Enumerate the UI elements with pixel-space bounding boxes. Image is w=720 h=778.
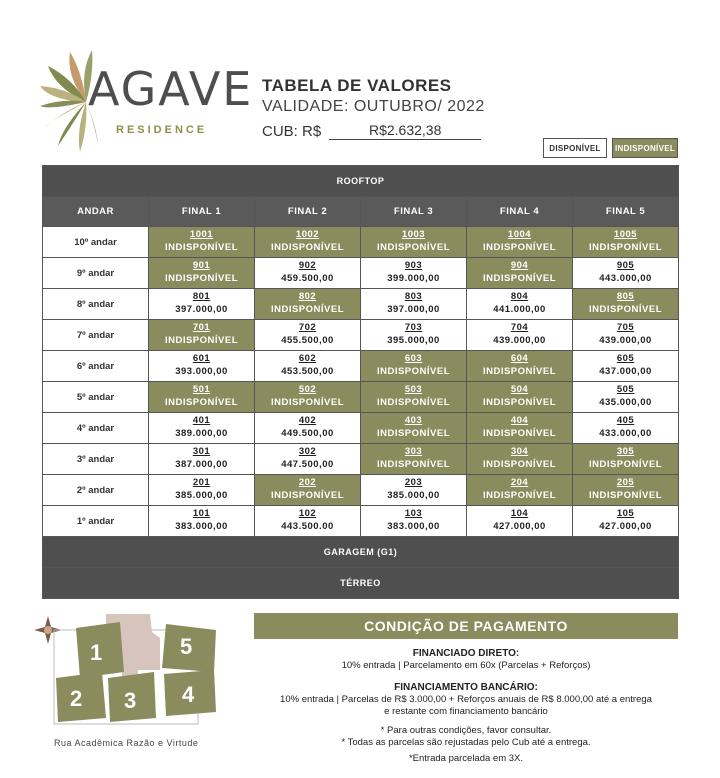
table-row <box>43 289 679 320</box>
cub-line <box>262 122 481 140</box>
unit-price: 439.000,00 <box>599 335 652 346</box>
col-header-final-5: FINAL 5 <box>573 197 679 227</box>
unit-price: 427.000,00 <box>599 521 652 532</box>
unit-cell <box>149 382 255 413</box>
unit-number: 602 <box>298 353 317 365</box>
unit-number: 203 <box>404 477 423 489</box>
unit-price: 399.000,00 <box>387 273 440 284</box>
unit-cell <box>149 320 255 351</box>
unit-cell <box>361 506 467 537</box>
unit-status: INDISPONÍVEL <box>164 242 239 253</box>
unit-number: 301 <box>192 446 211 458</box>
unit-price: 427.000,00 <box>493 521 546 532</box>
unit-number: 305 <box>616 446 635 458</box>
unit-number: 802 <box>298 291 317 303</box>
table-row <box>43 351 679 382</box>
cub-value: R$2.632,38 <box>329 122 481 140</box>
unit-price: 385.000,00 <box>175 490 228 501</box>
unit-price: 397.000,00 <box>175 304 228 315</box>
unit-number: 102 <box>298 508 317 520</box>
ground-row: TÉRREO <box>43 568 679 599</box>
unit-price: 435.000,00 <box>599 397 652 408</box>
unit-status: INDISPONÍVEL <box>164 335 239 346</box>
unit-number: 105 <box>616 508 635 520</box>
block-label-3: 3 <box>124 688 137 713</box>
site-map <box>20 608 240 758</box>
unit-cell <box>573 382 679 413</box>
unit-status: INDISPONÍVEL <box>164 273 239 284</box>
unit-number: 804 <box>510 291 529 303</box>
note-other-conditions: * Para outras condições, favor consultar. <box>380 725 552 736</box>
unit-price: 393.000,00 <box>175 366 228 377</box>
unit-cell <box>573 227 679 258</box>
unit-number: 202 <box>298 477 317 489</box>
unit-status: INDISPONÍVEL <box>482 273 557 284</box>
unit-price: 395.000,00 <box>387 335 440 346</box>
unit-cell <box>467 475 573 506</box>
unit-cell <box>573 289 679 320</box>
unit-cell <box>361 382 467 413</box>
unit-number: 1004 <box>507 229 532 241</box>
unit-status: INDISPONÍVEL <box>482 366 557 377</box>
unit-price: 385.000,00 <box>387 490 440 501</box>
agave-logo <box>40 44 254 164</box>
table-row <box>43 413 679 444</box>
unit-number: 304 <box>510 446 529 458</box>
unit-number: 101 <box>192 508 211 520</box>
unit-status: INDISPONÍVEL <box>270 304 345 315</box>
unit-number: 503 <box>404 384 423 396</box>
unit-cell <box>573 258 679 289</box>
unit-cell <box>573 506 679 537</box>
legend-available: DISPONÍVEL <box>543 138 607 158</box>
block-label-2: 2 <box>70 686 83 711</box>
unit-price: 443.000,00 <box>599 273 652 284</box>
block-label-1: 1 <box>90 640 103 665</box>
unit-number: 704 <box>510 322 529 334</box>
table-row <box>43 444 679 475</box>
unit-price: 389.000,00 <box>175 428 228 439</box>
unit-number: 604 <box>510 353 529 365</box>
unit-cell <box>255 351 361 382</box>
table-row <box>43 506 679 537</box>
unit-cell <box>149 413 255 444</box>
unit-status: INDISPONÍVEL <box>588 459 663 470</box>
floor-label: 8º andar <box>43 289 149 320</box>
unit-status: INDISPONÍVEL <box>270 242 345 253</box>
unit-number: 605 <box>616 353 635 365</box>
unit-status: INDISPONÍVEL <box>588 490 663 501</box>
table-row <box>43 382 679 413</box>
unit-number: 505 <box>616 384 635 396</box>
col-header-final-3: FINAL 3 <box>361 197 467 227</box>
header <box>262 76 485 116</box>
unit-price: 455.500,00 <box>281 335 334 346</box>
unit-price: 441.000,00 <box>493 304 546 315</box>
unit-number: 702 <box>298 322 317 334</box>
floor-label: 7º andar <box>43 320 149 351</box>
bank-financing-title: FINANCIAMENTO BANCÁRIO: <box>394 682 538 693</box>
unit-number: 905 <box>616 260 635 272</box>
unit-number: 701 <box>192 322 211 334</box>
unit-cell <box>467 444 573 475</box>
unit-cell <box>255 444 361 475</box>
unit-cell <box>255 320 361 351</box>
unit-cell <box>149 351 255 382</box>
table-row <box>43 258 679 289</box>
unit-number: 205 <box>616 477 635 489</box>
unit-number: 803 <box>404 291 423 303</box>
floor-label: 6º andar <box>43 351 149 382</box>
direct-financing-title: FINANCIADO DIRETO: <box>412 648 520 659</box>
unit-cell <box>149 506 255 537</box>
unit-number: 901 <box>192 260 211 272</box>
unit-price: 397.000,00 <box>387 304 440 315</box>
price-table <box>42 165 679 599</box>
unit-price: 443.500.00 <box>281 521 334 532</box>
unit-number: 502 <box>298 384 317 396</box>
unit-price: 453.500,00 <box>281 366 334 377</box>
unit-number: 303 <box>404 446 423 458</box>
unit-price: 447.500,00 <box>281 459 334 470</box>
unit-status: INDISPONÍVEL <box>588 242 663 253</box>
col-header-floor: ANDAR <box>43 197 149 227</box>
note-entrance-installments: *Entrada parcelada em 3X. <box>408 752 524 764</box>
unit-number: 402 <box>298 415 317 427</box>
unit-number: 1001 <box>189 229 214 241</box>
unit-price: 437.000,00 <box>599 366 652 377</box>
unit-number: 603 <box>404 353 423 365</box>
col-header-final-4: FINAL 4 <box>467 197 573 227</box>
unit-price: 433.000,00 <box>599 428 652 439</box>
unit-cell <box>149 227 255 258</box>
site-plan-diagram <box>20 608 240 733</box>
unit-status: INDISPONÍVEL <box>270 490 345 501</box>
unit-cell <box>255 258 361 289</box>
unit-number: 401 <box>192 415 211 427</box>
unit-status: INDISPONÍVEL <box>270 397 345 408</box>
unit-number: 1003 <box>401 229 426 241</box>
unit-number: 601 <box>192 353 211 365</box>
floor-label: 1º andar <box>43 506 149 537</box>
col-header-final-2: FINAL 2 <box>255 197 361 227</box>
unit-cell <box>255 227 361 258</box>
logo-title: AGAVE <box>88 62 254 116</box>
page-title: TABELA DE VALORES <box>262 76 452 95</box>
rooftop-row: ROOFTOP <box>43 166 679 197</box>
unit-number: 801 <box>192 291 211 303</box>
unit-cell <box>573 320 679 351</box>
unit-cell <box>467 351 573 382</box>
unit-number: 805 <box>616 291 635 303</box>
unit-cell <box>361 444 467 475</box>
unit-cell <box>361 227 467 258</box>
unit-number: 504 <box>510 384 529 396</box>
unit-cell <box>255 475 361 506</box>
unit-number: 904 <box>510 260 529 272</box>
legend-unavailable: INDISPONÍVEL <box>612 138 678 158</box>
block-label-5: 5 <box>180 634 193 659</box>
unit-cell <box>149 258 255 289</box>
note-readjustment: * Todas as parcelas são rejustadas pelo Cub até a entrega. <box>341 737 591 749</box>
unit-cell <box>149 289 255 320</box>
unit-price: 459.500,00 <box>281 273 334 284</box>
unit-number: 405 <box>616 415 635 427</box>
unit-price: 387.000,00 <box>175 459 228 470</box>
direct-financing-text: 10% entrada | Parcelamento em 60x (Parcelas + Reforços) <box>341 660 591 671</box>
unit-status: INDISPONÍVEL <box>376 397 451 408</box>
unit-cell <box>149 475 255 506</box>
unit-number: 703 <box>404 322 423 334</box>
bank-financing-text-2: e restante com financiamento bancário <box>384 706 548 718</box>
garage-row: GARAGEM (G1) <box>43 537 679 568</box>
unit-number: 103 <box>404 508 423 520</box>
unit-status: INDISPONÍVEL <box>376 242 451 253</box>
unit-number: 404 <box>510 415 529 427</box>
unit-cell <box>255 382 361 413</box>
cub-label: CUB: R$ <box>262 123 322 140</box>
unit-cell <box>255 289 361 320</box>
col-header-final-1: FINAL 1 <box>149 197 255 227</box>
unit-status: INDISPONÍVEL <box>376 459 451 470</box>
unit-cell <box>467 258 573 289</box>
unit-number: 903 <box>404 260 423 272</box>
unit-cell <box>361 475 467 506</box>
unit-number: 201 <box>192 477 211 489</box>
unit-number: 302 <box>298 446 317 458</box>
unit-cell <box>149 444 255 475</box>
unit-status: INDISPONÍVEL <box>482 459 557 470</box>
unit-cell <box>573 413 679 444</box>
unit-status: INDISPONÍVEL <box>482 490 557 501</box>
table-row <box>43 475 679 506</box>
direct-financing <box>254 647 678 672</box>
unit-cell <box>467 320 573 351</box>
unit-status: INDISPONÍVEL <box>588 304 663 315</box>
unit-number: 1002 <box>295 229 320 241</box>
unit-price: 439.000,00 <box>493 335 546 346</box>
unit-status: INDISPONÍVEL <box>482 397 557 408</box>
unit-cell <box>361 413 467 444</box>
unit-cell <box>467 227 573 258</box>
bank-financing-text-1: 10% entrada | Parcelas de R$ 3.000,00 + Reforços anuais de R$ 8.000,00 até a entrega <box>280 694 652 705</box>
unit-cell <box>467 506 573 537</box>
floor-label: 2º andar <box>43 475 149 506</box>
validity-text: VALIDADE: OUTUBRO/ 2022 <box>262 98 485 115</box>
unit-number: 501 <box>192 384 211 396</box>
unit-status: INDISPONÍVEL <box>376 428 451 439</box>
header-row <box>43 197 679 227</box>
unit-price: 449.500,00 <box>281 428 334 439</box>
unit-cell <box>573 475 679 506</box>
street-caption: Rua Acadêmica Razão e Virtude <box>54 738 199 748</box>
unit-cell <box>573 351 679 382</box>
block-label-4: 4 <box>182 682 195 707</box>
table-row <box>43 227 679 258</box>
table-row <box>43 320 679 351</box>
payment-title: CONDIÇÃO DE PAGAMENTO <box>254 613 678 639</box>
unit-cell <box>361 289 467 320</box>
unit-status: INDISPONÍVEL <box>482 242 557 253</box>
unit-number: 204 <box>510 477 529 489</box>
unit-cell <box>467 289 573 320</box>
unit-number: 403 <box>404 415 423 427</box>
unit-cell <box>361 320 467 351</box>
unit-number: 1005 <box>613 229 638 241</box>
bank-financing <box>254 681 678 719</box>
unit-status: INDISPONÍVEL <box>376 366 451 377</box>
unit-cell <box>573 444 679 475</box>
unit-number: 705 <box>616 322 635 334</box>
payment-notes <box>254 725 678 765</box>
unit-cell <box>467 413 573 444</box>
unit-cell <box>255 413 361 444</box>
unit-cell <box>467 382 573 413</box>
floor-label: 9º andar <box>43 258 149 289</box>
floor-label: 3º andar <box>43 444 149 475</box>
floor-label: 5º andar <box>43 382 149 413</box>
unit-price: 383.000,00 <box>175 521 228 532</box>
floor-label: 10º andar <box>43 227 149 258</box>
floor-label: 4º andar <box>43 413 149 444</box>
unit-number: 104 <box>510 508 529 520</box>
unit-status: INDISPONÍVEL <box>164 397 239 408</box>
logo-subtitle: RESIDENCE <box>116 124 208 136</box>
unit-number: 902 <box>298 260 317 272</box>
unit-price: 383.000,00 <box>387 521 440 532</box>
unit-cell <box>361 258 467 289</box>
unit-status: INDISPONÍVEL <box>482 428 557 439</box>
unit-cell <box>255 506 361 537</box>
unit-cell <box>361 351 467 382</box>
